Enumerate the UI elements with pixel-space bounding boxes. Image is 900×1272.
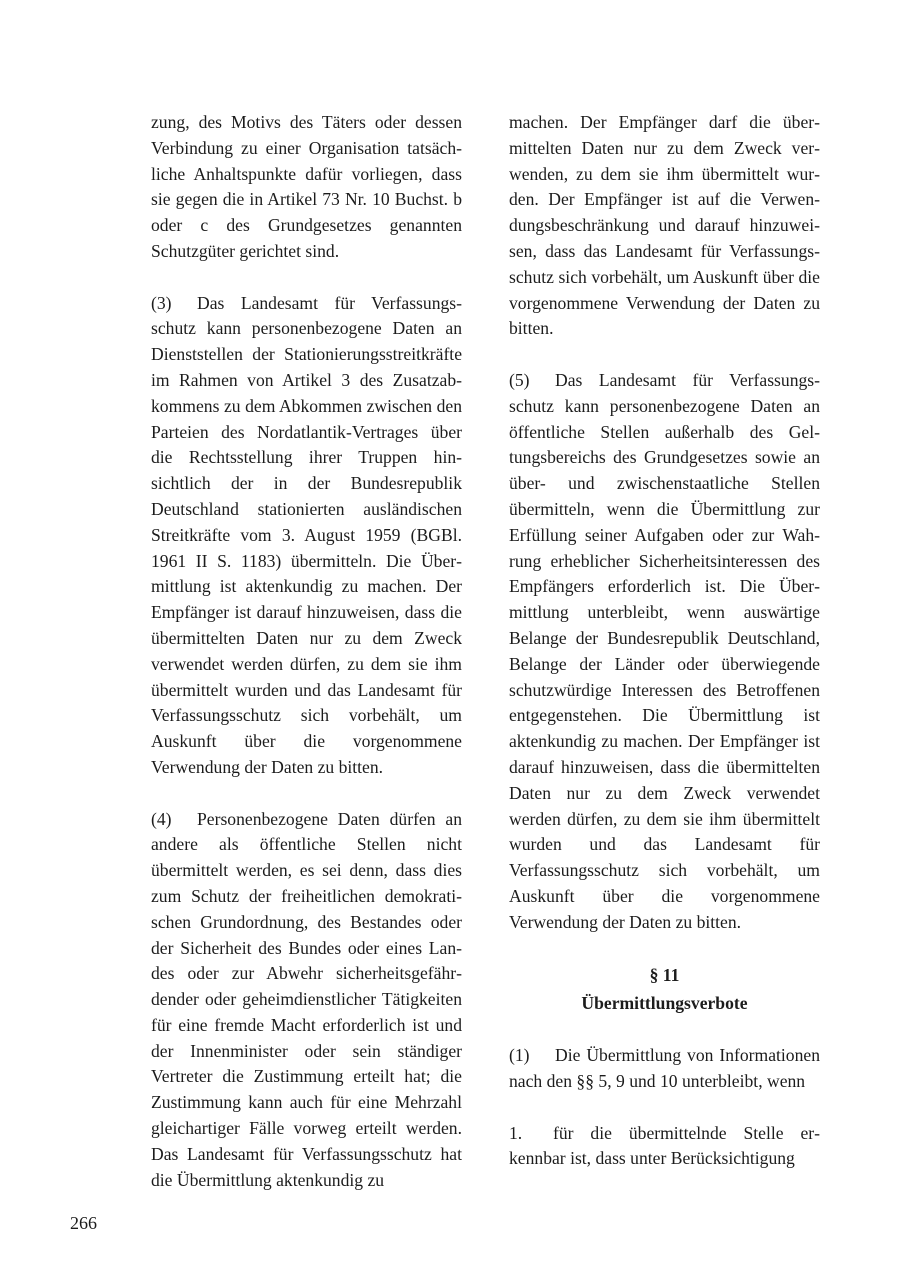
paragraph-4 (151, 807, 462, 1194)
list-item-1 (509, 1121, 820, 1173)
paragraph-3 (151, 291, 462, 781)
paragraph-text: Das Landesamt für Verfassungsschutz kann personenbezogene Daten an öffentliche Stellen außerhalb des Geltungsbereichs des Grundgesetzes sowie an über- und zwischenstaatliche Stellen übermitteln, wenn die Übermittlung zur Erfüllung seiner Aufgaben oder zur Wahrung erheblicher Sicherheitsinteressen des Empfängers erforderlich ist. Die Übermittlung unterbleibt, wenn auswärtige Belange der Bundesrepublik Deutschland, Belange der Länder oder überwiegende schutzwürdige Interessen des Betroffenen entgegenstehen. Die Übermittlung ist aktenkundig zu machen. Der Empfänger ist darauf hinzuweisen, dass die übermittelten Daten nur zu dem Zweck verwendet werden dürfen, zu dem sie ihm übermittelt wurden und das Landesamt für Verfassungsschutz sich vorbehält, um Auskunft über die vorgenommene Verwendung der Daten zu bitten. (509, 369, 820, 932)
section-title: Übermittlungsverbote (581, 993, 748, 1014)
continued-paragraph (509, 110, 820, 342)
paragraph-text: Die Übermittlung von Informationen nach den §§ 5, 9 und 10 unterbleibt, wenn (509, 1045, 820, 1092)
right-column (509, 110, 820, 1172)
section-heading (509, 961, 820, 1017)
paragraph-number: (5) (509, 369, 530, 390)
paragraph-number: (1) (509, 1045, 530, 1066)
paragraph-5 (509, 368, 820, 936)
page-number: 266 (70, 1213, 97, 1233)
section-number: § 11 (649, 965, 680, 986)
left-column (151, 110, 462, 1193)
section-paragraph-1 (509, 1043, 820, 1095)
paragraph-text: zung, des Motivs des Täters oder dessen Verbindung zu einer Organisation tatsächliche Anhaltspunkte dafür vorliegen, dass sie gegen die in Artikel 73 Nr. 10 Buchst. b oder c des Grundgesetzes genannten Schutzgüter gerichtet sind. (151, 112, 462, 261)
list-item-text: für die übermittelnde Stelle erkennbar ist, dass unter Berücksichtigung (509, 1122, 820, 1169)
paragraph-number: (3) (151, 292, 172, 313)
continued-paragraph (151, 110, 462, 265)
paragraph-text: machen. Der Empfänger darf die übermittelten Daten nur zu dem Zweck verwenden, zu dem sie ihm übermittelt wurden. Der Empfänger ist auf die Verwendungsbeschränkung und darauf hinzuweisen, dass das Landesamt für Verfassungsschutz sich vorbehält, um Auskunft über die vorgenommene Verwendung der Daten zu bitten. (509, 112, 820, 339)
paragraph-text: Das Landesamt für Verfassungsschutz kann personenbezogene Daten an Dienststellen der Stationierungsstreitkräfte im Rahmen von Artikel 3 des Zusatzabkommens zu dem Abkommen zwischen den Parteien des Nordatlantik-Vertrages über die Rechtsstellung ihrer Truppen hinsichtlich der in der Bundesrepublik Deutschland stationierten ausländischen Streitkräfte vom 3. August 1959 (BGBl. 1961 II S. 1183) übermitteln. Die Übermittlung ist aktenkundig zu machen. Der Empfänger ist darauf hinzuweisen, dass die übermittelten Daten nur zu dem Zweck verwendet werden dürfen, zu dem sie ihm übermittelt wurden und das Landesamt für Verfassungsschutz sich vorbehält, um Auskunft über die vorgenommene Verwendung der Daten zu bitten. (151, 292, 462, 777)
list-item-number: 1. (509, 1122, 523, 1143)
paragraph-number: (4) (151, 808, 172, 829)
paragraph-text: Personenbezogene Daten dürfen an andere als öffentliche Stellen nicht übermittelt werden, es sei denn, dass dies zum Schutz der freiheitlichen demokratischen Grundordnung, des Bestandes oder der Sicherheit des Bundes oder eines Landes oder zur Abwehr sicherheitsgefährdender oder geheimdienstlicher Tätigkeiten für eine fremde Macht erforderlich ist und der Innenminister oder sein ständiger Vertreter die Zustimmung erteilt hat; die Zustimmung kann auch für eine Mehrzahl gleichartiger Fälle vorweg erteilt werden. Das Landesamt für Verfassungsschutz hat die Übermittlung aktenkundig zu (151, 808, 462, 1190)
